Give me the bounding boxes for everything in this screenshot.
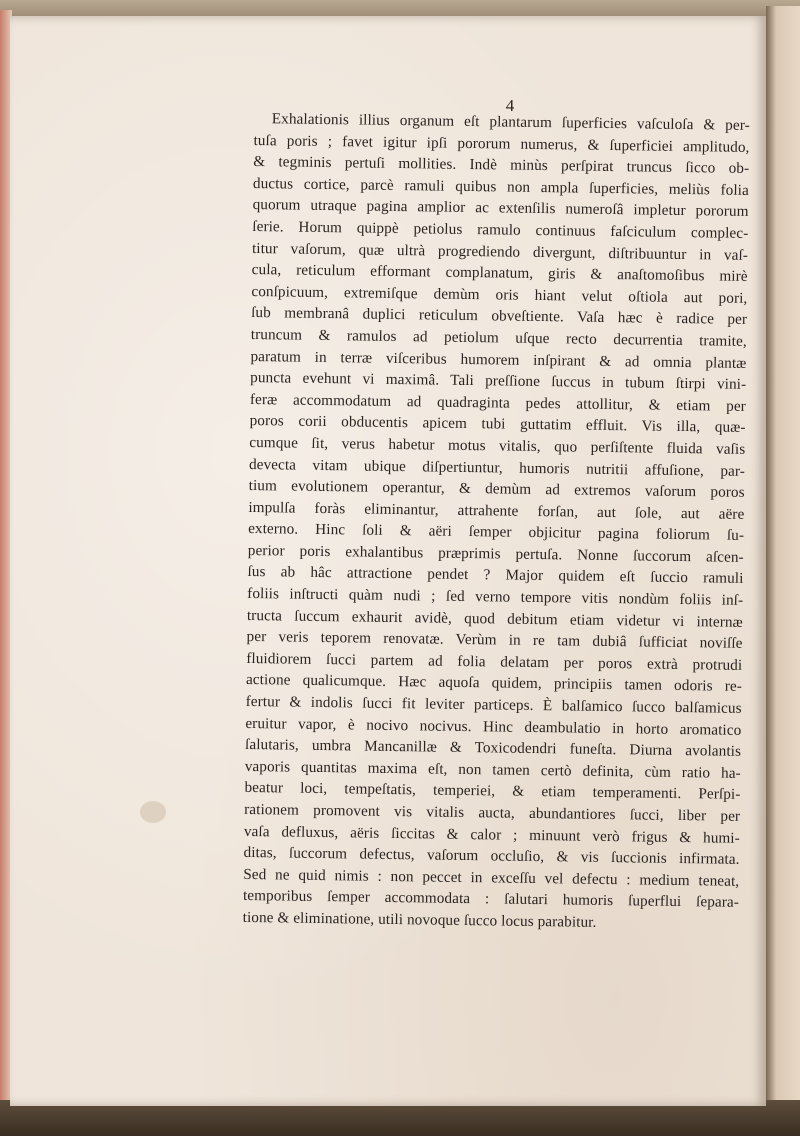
text-line: per veris teporem renovatæ. Verùm in re tam dubiâ ſufficiat noviſſe: [246, 628, 743, 653]
text-line: quorum utraque pagina amplior ac extenſilis numeroſâ impletur pororum: [252, 196, 749, 221]
text-line: eruitur vapor, è nocivo nocivus. Hinc deambulatio in horto aromatico: [245, 714, 742, 739]
text-line: Exhalationis illius organum eſt plantarum ſuperficies vaſculoſa & per-: [271, 110, 750, 134]
adjacent-page-edge: [766, 6, 800, 1110]
book-page: [10, 16, 766, 1106]
text-line: ditas, ſuccorum defectus, vaſorum occluſio, & vis ſuccionis infirmata.: [243, 844, 740, 869]
text-line: ſus ab hâc attractione pendet ? Major quidem eſt ſuccio ramuli: [247, 563, 744, 588]
text-line: perior poris exhalantibus præprimis pertuſa. Nonne ſuccorum aſcen-: [247, 541, 744, 566]
text-line: impulſa foràs eliminantur, attrahente forſan, aut ſole, aut aëre: [248, 498, 745, 523]
text-line: fluidiorem ſucci partem ad folia delatam per poros extrà protrudi: [246, 649, 743, 674]
text-line: externo. Hinc ſoli & aëri ſemper objicitur pagina foliorum ſu-: [248, 520, 745, 545]
text-line: ductus cortice, parcè ramuli quibus non ampla ſuperficies, meliùs folia: [252, 174, 750, 199]
text-line: beatur loci, tempeſtatis, temperiei, & etiam temperamenti. Perſpi-: [244, 779, 741, 804]
text-line: devecta vitam ubique diſpertiuntur, humoris nutritii affuſione, par-: [248, 455, 746, 480]
text-line: & tegminis pertuſi mollities. Indè minùs perſpirat truncus ſicco ob-: [253, 153, 750, 178]
text-line: truncum & ramulos ad petiolum uſque recto decurrentia tramite,: [250, 325, 747, 350]
text-line: tuſa poris ; favet igitur ipſi pororum numerus, & ſuperficiei amplitudo,: [253, 131, 750, 156]
body-text: [243, 108, 750, 935]
text-line: conſpicuum, extremiſque demùm oris hiant velut oſtiola aut pori,: [251, 282, 748, 307]
text-line: paratum in terræ viſceribus humorem inſpirant & ad omnia plantæ: [250, 347, 747, 372]
text-line: tium evolutionem operantur, & demùm ad extremos vaſorum poros: [248, 477, 745, 501]
text-line: Sed ne quid nimis : non peccet in exceſſu vel defectu : medium teneat,: [243, 865, 740, 890]
text-line: fertur & indolis ſucci fit leviter particeps. È balſamico ſucco balſamicus: [245, 692, 742, 717]
text-line: titur vaſorum, quæ ultrà progrediendo divergunt, diſtribuuntur in vaſ-: [251, 239, 749, 264]
page-number: 4: [505, 96, 515, 115]
text-line: tructa ſuccum exhaurit avidè, quod debitum etiam videtur vi internæ: [246, 606, 743, 631]
text-line: vaporis quantitas maxima eſt, non tamen certò definita, cùm ratio ha-: [244, 757, 741, 782]
text-line: ſub membranâ duplici reticulum obveſtiente. Vaſa hæc è radice per: [251, 304, 748, 329]
text-line: foliis inſtructi quàm nudi ; ſed verno tempore vitis nondùm foliis inſ-: [247, 585, 744, 609]
text-line: feræ accommodatum ad quadraginta pedes attollitur, & etiam per: [249, 390, 747, 415]
text-line: ſalutaris, umbra Mancanillæ & Toxicodendri funeſta. Diurna avolantis: [244, 736, 742, 761]
paper-stain: [140, 801, 166, 823]
text-line: tione & eliminatione, utili novoque ſucco locus parabitur.: [242, 908, 597, 931]
text-line: actione qualicumque. Hæc aquoſa quidem, principiis tamen odoris re-: [245, 671, 743, 696]
text-line: vaſa defluxus, aëris ſiccitas & calor ; minuunt verò frigus & humi-: [243, 822, 740, 847]
text-line: temporibus ſemper accommodata : ſalutari humoris ſuperflui ſepara-: [242, 887, 740, 912]
text-line: rationem promovent vis vitalis aucta, abundantiores ſucci, liber per: [244, 800, 741, 825]
text-line: puncta evehunt vi maximâ. Tali preſſione ſuccus in tubum ſtirpi vini-: [250, 369, 747, 394]
text-line: cumque ſit, verus habetur motus vitalis, quo perſiſtente fluida vaſis: [249, 433, 746, 458]
text-line: cula, reticulum efformant complanatum, giris & anaſtomoſibus mirè: [251, 261, 748, 286]
text-line: ſerie. Horum quippè petiolus ramulo continuus faſciculum complec-: [252, 217, 749, 242]
text-line: poros corii obducentis apicem tubi guttatim effluit. Vis illa, quæ-: [249, 412, 746, 437]
